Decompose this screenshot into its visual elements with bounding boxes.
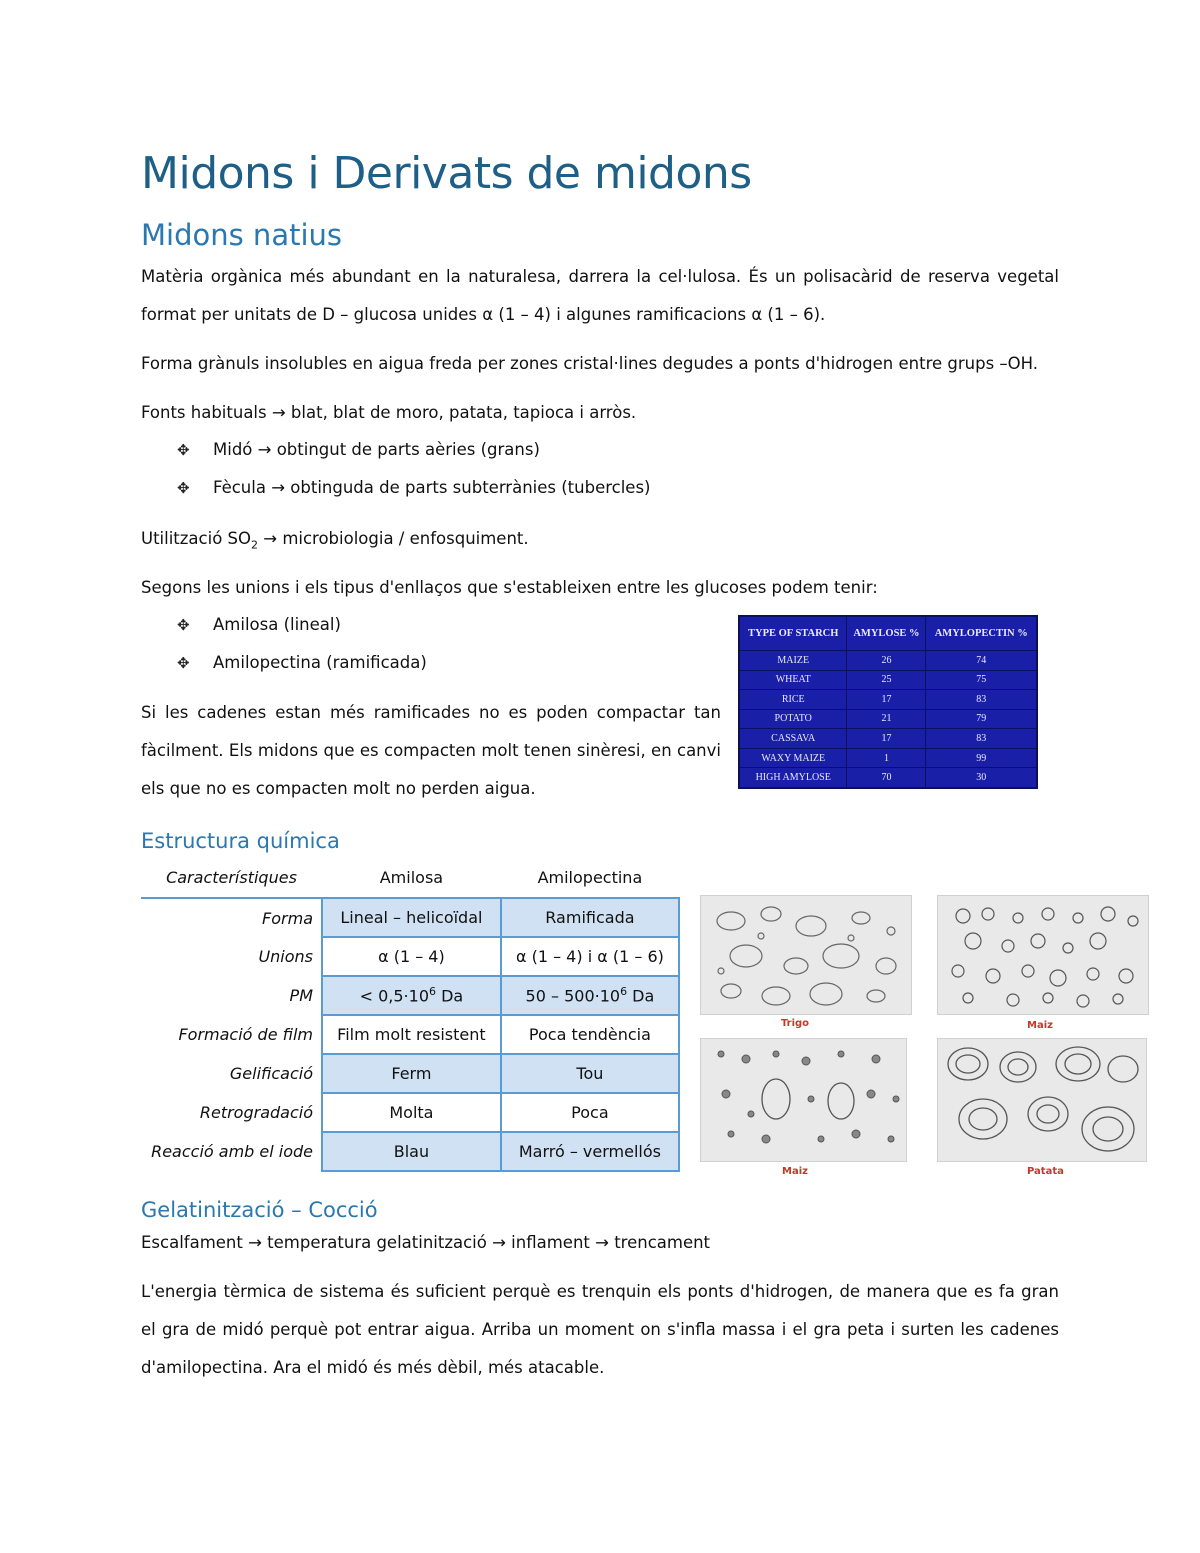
table-row: HIGH AMYLOSE 70 30: [740, 768, 1037, 788]
micrograph-caption: Maiz: [1027, 1020, 1053, 1031]
so2-usage: Utilització $SO_2$ → microbiologia / enfosquiment.: [141, 529, 529, 552]
granules-paragraph: Forma grànuls insolubles en aigua freda per zones cristal·lines degudes a ponts d'hidrogen entre grups –OH.: [141, 354, 1039, 373]
table-header: AMYLOSE %: [847, 617, 926, 651]
table-row: Unions α (1 – 4) α (1 – 4) i α (1 – 6): [141, 937, 679, 976]
branching-paragraph: Si les cadenes estan més ramificades no es poden compactar tan fàcilment. Els midons que es compacten molt tenen sinèresi, en canvi els que no es compacten molt no perden aigua.: [141, 703, 721, 798]
table-header: TYPE OF STARCH: [740, 617, 847, 651]
potato-starch-micrograph: [937, 1038, 1147, 1162]
structure-table: [141, 857, 680, 1172]
diamond-bullet-icon: ✥: [177, 440, 190, 459]
gelatinization-paragraph: L'energia tèrmica de sistema és suficient perquè es trenquin els ponts d'hidrogen, de manera que es fa gran el gra de midó perquè pot entrar aigua. Arriba un moment on s'infla massa i el gra peta i surten les cadenes d'amilopectina. Ara el midó és més dèbil, més atacable.: [141, 1282, 1059, 1377]
maize-starch-micrograph: [937, 895, 1149, 1015]
table-row: Retrogradació Molta Poca: [141, 1093, 679, 1132]
list-item: ✥ Fècula → obtinguda de parts subterrànies (tubercles): [177, 478, 651, 497]
micrograph-caption: Patata: [1027, 1166, 1064, 1177]
table-header: Amilosa: [379, 867, 444, 887]
starch-composition-table: [738, 615, 1038, 789]
table-row: WHEAT 25 75: [740, 670, 1037, 690]
micrograph-caption: Trigo: [780, 1018, 810, 1029]
gelatinization-steps: Escalfament → temperatura gelatinització → inflament → trencament: [141, 1233, 711, 1252]
diamond-bullet-icon: ✥: [177, 653, 190, 672]
list-item: ✥ Amilosa (lineal): [177, 615, 341, 634]
diamond-bullet-icon: ✥: [177, 615, 190, 634]
list-item: ✥ Amilopectina (ramificada): [177, 653, 427, 672]
table-row: RICE 17 83: [740, 690, 1037, 710]
page-title: Midons i Derivats de midons: [141, 148, 752, 199]
diamond-bullet-icon: ✥: [177, 478, 190, 497]
table-row: Forma Lineal – helicoïdal Ramificada: [141, 898, 679, 937]
table-row: Reacció amb el iode Blau Marró – vermellós: [141, 1132, 679, 1171]
bond-types-text: Segons les unions i els tipus d'enllaços que s'estableixen entre les glucoses podem tenir:: [141, 578, 878, 597]
sources-intro: Fonts habituals → blat, blat de moro, patata, tapioca i arròs.: [141, 403, 637, 422]
gelatinization-heading: Gelatinització – Cocció: [141, 1198, 378, 1222]
table-header: Amilopectina: [537, 867, 643, 887]
wheat-starch-micrograph: [700, 895, 912, 1015]
intro-paragraph: Matèria orgànica més abundant en la naturalesa, darrera la cel·lulosa. És un polisacàrid de reserva vegetal format per unitats de D – glucosa unides α (1 – 4) i algunes ramificacions α (1 – 6).: [141, 267, 1059, 324]
maize-starch-micrograph-2: [700, 1038, 907, 1162]
table-row: Formació de film Film molt resistent Poca tendència: [141, 1015, 679, 1054]
structure-heading: Estructura química: [141, 829, 340, 853]
table-header: Característiques: [166, 867, 297, 887]
list-item: ✥ Midó → obtingut de parts aèries (grans): [177, 440, 540, 459]
table-header: AMYLOPECTIN %: [926, 617, 1037, 651]
table-row: Gelificació Ferm Tou: [141, 1054, 679, 1093]
micrograph-caption: Maiz: [782, 1166, 808, 1177]
table-row: PM < $0,5\cdot 10^6$ Da $50 - 500\cdot 10^6$ Da: [141, 976, 679, 1015]
section-heading: Midons natius: [141, 218, 343, 252]
table-row: MAIZE 26 74: [740, 651, 1037, 671]
table-row: POTATO 21 79: [740, 709, 1037, 729]
table-row: CASSAVA 17 83: [740, 729, 1037, 749]
table-row: WAXY MAIZE 1 99: [740, 748, 1037, 768]
